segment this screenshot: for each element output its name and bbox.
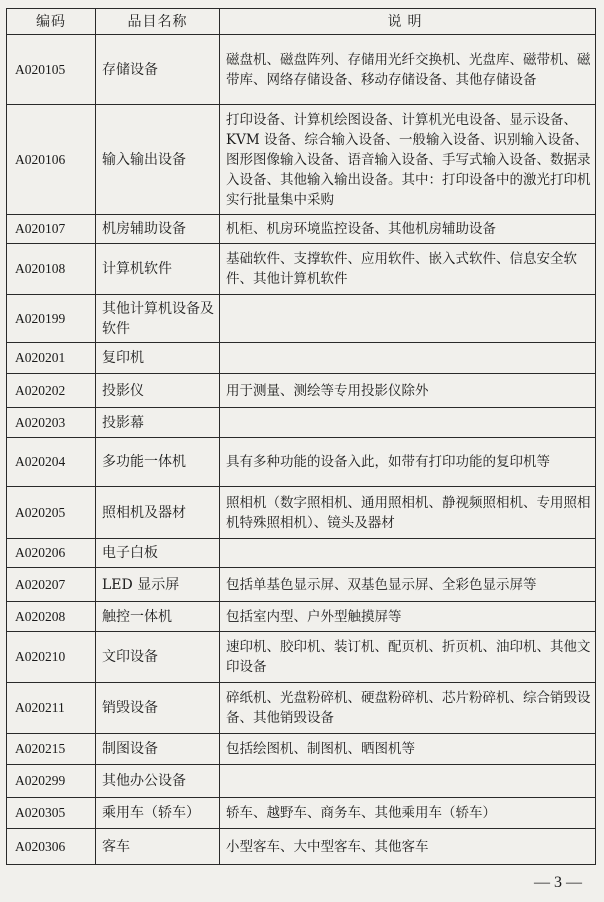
item-description: 包括绘图机、制图机、晒图机等	[220, 734, 596, 765]
table-row	[7, 765, 596, 798]
item-description: 轿车、越野车、商务车、其他乘用车（轿车）	[220, 798, 596, 829]
table-row	[7, 343, 596, 374]
table-row	[7, 632, 596, 683]
item-description: 速印机、胶印机、装订机、配页机、折页机、油印机、其他文印设备	[220, 632, 596, 683]
table-row	[7, 829, 596, 865]
item-code: A020207	[7, 568, 96, 602]
table-row	[7, 35, 596, 105]
item-name: 文印设备	[96, 632, 220, 683]
item-description: 小型客车、大中型客车、其他客车	[220, 829, 596, 865]
item-description: 磁盘机、磁盘阵列、存储用光纤交换机、光盘库、磁带机、磁带库、网络存储设备、移动存储设备、其他存储设备	[220, 35, 596, 105]
item-code: A020108	[7, 244, 96, 295]
header-description: 说明	[220, 9, 596, 35]
item-name: 复印机	[96, 343, 220, 374]
item-code: A020204	[7, 438, 96, 487]
item-name: 多功能一体机	[96, 438, 220, 487]
item-description: 机柜、机房环境监控设备、其他机房辅助设备	[220, 215, 596, 244]
item-name: 其他计算机设备及软件	[96, 295, 220, 343]
item-description	[220, 539, 596, 568]
item-name: 触控一体机	[96, 602, 220, 632]
item-description: 基础软件、支撑软件、应用软件、嵌入式软件、信息安全软件、其他计算机软件	[220, 244, 596, 295]
table-row	[7, 244, 596, 295]
catalog-table	[6, 8, 596, 865]
page-number: — 3 —	[534, 874, 582, 891]
table-row	[7, 215, 596, 244]
table-row	[7, 798, 596, 829]
table-row	[7, 105, 596, 215]
item-description: 打印设备、计算机绘图设备、计算机光电设备、显示设备、KVM 设备、综合输入设备、一般输入设备、识别输入设备、图形图像输入设备、语音输入设备、手写式输入设备、数据录入设备、其他输入输出设备。其中：打印设备中的激光打印机实行批量集中采购	[220, 105, 596, 215]
item-name: 机房辅助设备	[96, 215, 220, 244]
item-code: A020201	[7, 343, 96, 374]
item-description: 用于测量、测绘等专用投影仪除外	[220, 374, 596, 408]
item-code: A020105	[7, 35, 96, 105]
item-code: A020107	[7, 215, 96, 244]
header-name: 品目名称	[96, 9, 220, 35]
item-code: A020210	[7, 632, 96, 683]
item-description: 具有多种功能的设备入此，如带有打印功能的复印机等	[220, 438, 596, 487]
item-code: A020202	[7, 374, 96, 408]
item-code: A020208	[7, 602, 96, 632]
item-name: 电子白板	[96, 539, 220, 568]
item-description	[220, 765, 596, 798]
table-header-row	[7, 9, 596, 35]
item-code: A020215	[7, 734, 96, 765]
item-code: A020203	[7, 408, 96, 438]
table-row	[7, 602, 596, 632]
item-name: 销毁设备	[96, 683, 220, 734]
table-row	[7, 487, 596, 539]
item-code: A020299	[7, 765, 96, 798]
item-name: 制图设备	[96, 734, 220, 765]
table-row	[7, 408, 596, 438]
item-code: A020106	[7, 105, 96, 215]
item-code: A020305	[7, 798, 96, 829]
table-row	[7, 683, 596, 734]
item-description: 照相机（数字照相机、通用照相机、静视频照相机、专用照相机特殊照相机）、镜头及器材	[220, 487, 596, 539]
item-name: 存储设备	[96, 35, 220, 105]
item-description: 包括室内型、户外型触摸屏等	[220, 602, 596, 632]
item-name: 其他办公设备	[96, 765, 220, 798]
item-name: LED 显示屏	[96, 568, 220, 602]
item-code: A020205	[7, 487, 96, 539]
item-name: 投影幕	[96, 408, 220, 438]
table-row	[7, 539, 596, 568]
item-description: 碎纸机、光盘粉碎机、硬盘粉碎机、芯片粉碎机、综合销毁设备、其他销毁设备	[220, 683, 596, 734]
item-description	[220, 343, 596, 374]
item-name: 照相机及器材	[96, 487, 220, 539]
item-name: 输入输出设备	[96, 105, 220, 215]
table-row	[7, 438, 596, 487]
table-row	[7, 374, 596, 408]
item-description	[220, 295, 596, 343]
header-code: 编码	[7, 9, 96, 35]
item-code: A020199	[7, 295, 96, 343]
item-code: A020306	[7, 829, 96, 865]
table-row	[7, 568, 596, 602]
item-code: A020206	[7, 539, 96, 568]
table-row	[7, 295, 596, 343]
item-description: 包括单基色显示屏、双基色显示屏、全彩色显示屏等	[220, 568, 596, 602]
item-name: 客车	[96, 829, 220, 865]
item-name: 乘用车（轿车）	[96, 798, 220, 829]
item-code: A020211	[7, 683, 96, 734]
item-name: 计算机软件	[96, 244, 220, 295]
item-description	[220, 408, 596, 438]
table-row	[7, 734, 596, 765]
item-name: 投影仪	[96, 374, 220, 408]
